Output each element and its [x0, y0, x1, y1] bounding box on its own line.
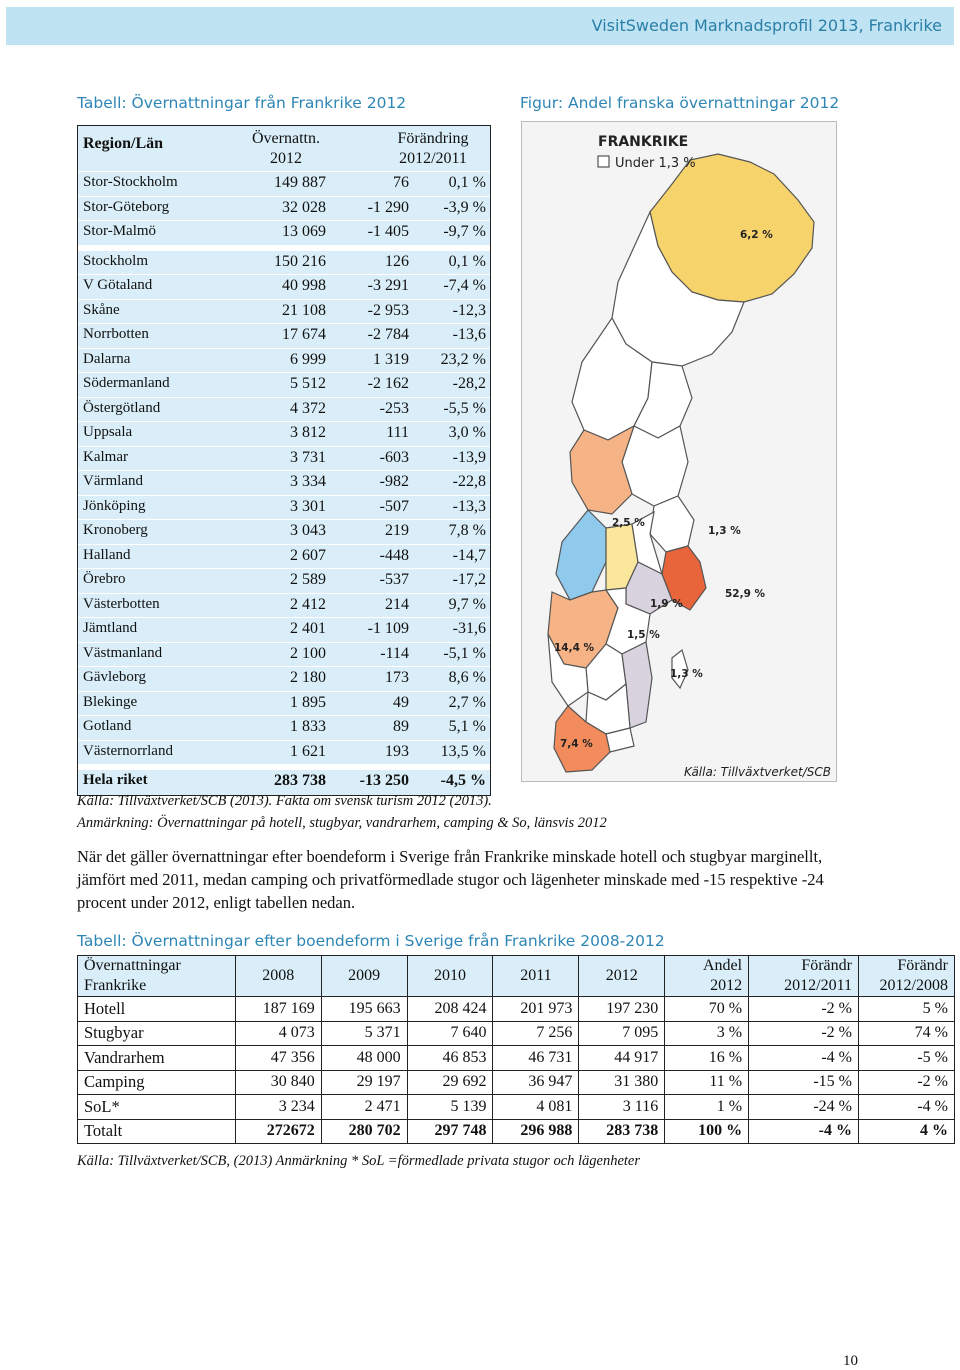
col-2012-header: 2012 [579, 956, 665, 997]
cell-v2011: 296 988 [493, 1119, 579, 1144]
change-percent: 0,1 % [448, 252, 486, 270]
cell-v2011: 7 256 [493, 1021, 579, 1046]
region-name: Dalarna [83, 350, 131, 367]
table-row [78, 349, 490, 374]
region-name: Gotland [83, 718, 132, 734]
region-name: Blekinge [83, 693, 138, 710]
region-name: Södermanland [83, 375, 170, 391]
overnights-value: 3 301 [290, 497, 326, 515]
value-sodermanland: 1,5 % [627, 629, 660, 641]
change-percent: -17,2 [452, 571, 486, 588]
table-row [78, 471, 490, 496]
table-row [78, 594, 490, 619]
change-value: 219 [385, 522, 409, 539]
overnights-value: 5 512 [290, 375, 326, 392]
table-row [78, 172, 490, 197]
body-paragraph: När det gäller övernattningar efter boendeform i Sverige från Frankrike minskade hotell och stugbyar marginellt, jämfört med 2011, medan camping och privatförmedlade stugor och lägenheter minskade med -15 respektive -24 procent under 2012, enligt tabellen nedan. [77, 847, 824, 912]
change-value: 49 [393, 693, 409, 711]
overnights-value: 1 895 [290, 693, 326, 711]
region-name: Stor-Malmö [83, 223, 157, 239]
cell-v2011: 4 081 [493, 1095, 579, 1120]
accommodation-type: Totalt [78, 1119, 236, 1144]
region-name: Skåne [83, 301, 120, 318]
region-name: Norrbotten [83, 326, 149, 342]
overnights-value: 2 412 [290, 595, 326, 613]
change-percent: 5,1 % [448, 718, 486, 735]
cell-ch2: -4 % [858, 1095, 954, 1120]
change-percent: -13,3 [452, 497, 486, 515]
overnights-value: 2 607 [290, 546, 326, 564]
cell-andel: 11 % [665, 1070, 749, 1095]
change-value: -114 [380, 644, 409, 662]
overnights-value: 6 999 [290, 350, 326, 368]
table-row [78, 569, 490, 594]
change-value: -1 405 [367, 223, 409, 240]
value-stockholm: 52,9 % [725, 588, 766, 600]
change-percent: -5,1 % [443, 644, 486, 662]
region-table-title: Tabell: Övernattningar från Frankrike 2012 [77, 94, 407, 112]
table-row [78, 520, 490, 545]
overnights-value: 13 069 [282, 223, 326, 240]
overnights-value: 3 334 [290, 473, 326, 490]
cell-v2009: 280 702 [321, 1119, 407, 1144]
change-value: 76 [393, 174, 409, 191]
change-percent: 23,2 % [440, 350, 486, 368]
value-dalarna: 2,5 % [612, 517, 645, 529]
overnights-value: 21 108 [282, 301, 326, 319]
cell-v2010: 297 748 [407, 1119, 493, 1144]
table-row [78, 997, 955, 1022]
table-row [78, 373, 490, 398]
overnights-value: 2 589 [290, 571, 326, 588]
cell-andel: 16 % [665, 1046, 749, 1071]
region-name: Stockholm [83, 252, 149, 269]
region-name: V Götaland [83, 277, 153, 293]
map-region-uppsala [650, 496, 694, 552]
change-value: -603 [379, 448, 409, 466]
table-row [78, 545, 490, 570]
accommodation-table-source: Källa: Tillväxtverket/SCB, (2013) Anmärkning * SoL =förmedlade privata stugor och lägenheter [77, 1153, 641, 1169]
change-value: 173 [385, 669, 409, 686]
figure-title: Figur: Andel franska övernattningar 2012 [520, 94, 840, 112]
table-row [78, 741, 490, 766]
col-2011-header: 2011 [493, 956, 579, 997]
map-source: Källa: Tillväxtverket/SCB [684, 765, 831, 779]
region-name: Hela riket [83, 772, 148, 788]
overnights-value: 283 738 [274, 772, 326, 789]
cell-v2012: 44 917 [579, 1046, 665, 1071]
accommodation-type: Stugbyar [78, 1021, 236, 1046]
region-table-body [78, 172, 490, 795]
region-name: Gävleborg [83, 669, 147, 685]
region-name: Kronoberg [83, 522, 148, 538]
value-kalmar: 1,3 % [670, 668, 703, 680]
value-varmland: 14,4 % [554, 642, 595, 654]
change-percent: -9,7 % [443, 223, 486, 240]
accommodation-type: Hotell [78, 997, 236, 1022]
cell-andel: 3 % [665, 1021, 749, 1046]
cell-v2008: 272672 [235, 1119, 321, 1144]
table-row [78, 1021, 955, 1046]
total-row [78, 770, 490, 795]
change-percent: -28,2 [452, 375, 486, 392]
change-value: -2 953 [367, 301, 409, 319]
cell-v2010: 5 139 [407, 1095, 493, 1120]
col-change-1211-header: Förändr 2012/2011 [749, 956, 859, 997]
cell-v2012: 197 230 [579, 997, 665, 1022]
accommodation-table [77, 955, 955, 1144]
change-percent: 2,7 % [448, 693, 486, 711]
overnights-value: 32 028 [282, 198, 326, 216]
legend-label: Under 1,3 % [615, 156, 696, 171]
cell-ch2: 4 % [858, 1119, 954, 1144]
change-percent: -13,6 [452, 326, 486, 343]
page-number: 10 [843, 1353, 858, 1369]
change-value: 214 [385, 595, 409, 613]
table-row [78, 275, 490, 300]
cell-v2009: 29 197 [321, 1070, 407, 1095]
change-percent: 7,8 % [448, 522, 486, 539]
cell-v2011: 201 973 [493, 997, 579, 1022]
region-name: Uppsala [83, 424, 133, 440]
change-percent: 3,0 % [448, 424, 486, 441]
change-percent: 13,5 % [440, 742, 486, 760]
cell-ch2: 74 % [858, 1021, 954, 1046]
cell-andel: 1 % [665, 1095, 749, 1120]
table-row [78, 398, 490, 423]
value-orebro: 1,9 % [650, 598, 683, 610]
cell-ch2: 5 % [858, 997, 954, 1022]
cell-v2009: 5 371 [321, 1021, 407, 1046]
region-name: Västernorrland [83, 742, 173, 759]
col-overnights-header: Övernattn. 2012 [252, 130, 320, 167]
region-name: Jämtland [83, 620, 138, 636]
table-row [78, 251, 490, 276]
region-name: Stor-Stockholm [83, 174, 178, 190]
change-value: -507 [379, 497, 409, 515]
cell-ch1: -24 % [749, 1095, 859, 1120]
change-percent: 9,7 % [448, 595, 486, 613]
change-value: -982 [379, 473, 409, 490]
change-percent: -31,6 [452, 620, 486, 637]
change-percent: -13,9 [452, 448, 486, 466]
overnights-value: 4 372 [290, 399, 326, 417]
region-name: Örebro [83, 571, 126, 587]
change-value: 193 [385, 742, 409, 760]
value-skane: 7,4 % [560, 738, 593, 750]
change-value: 111 [386, 424, 409, 441]
overnights-value: 3 731 [290, 448, 326, 466]
change-value: -3 291 [367, 277, 409, 294]
table-row [78, 643, 490, 668]
table-row [78, 221, 490, 246]
change-percent: -4,5 % [440, 772, 486, 789]
cell-ch1: -4 % [749, 1046, 859, 1071]
total-row [78, 1119, 955, 1144]
change-percent: -7,4 % [443, 277, 486, 294]
cell-v2012: 3 116 [579, 1095, 665, 1120]
change-value: -13 250 [359, 772, 409, 789]
table-row [78, 1046, 955, 1071]
change-value: -2 784 [367, 326, 409, 343]
change-value: -537 [379, 571, 409, 588]
cell-andel: 70 % [665, 997, 749, 1022]
change-percent: -3,9 % [443, 198, 486, 216]
region-name: Stor-Göteborg [83, 198, 170, 215]
change-value: -448 [379, 546, 409, 564]
col-change-header: Förändring 2012/2011 [397, 130, 469, 167]
col-2009-header: 2009 [321, 956, 407, 997]
overnights-value: 3 043 [290, 522, 326, 539]
cell-v2010: 29 692 [407, 1070, 493, 1095]
table-row [78, 197, 490, 222]
col-2010-header: 2010 [407, 956, 493, 997]
overnights-value: 149 887 [274, 174, 326, 191]
col-2008-header: 2008 [235, 956, 321, 997]
cell-v2008: 187 169 [235, 997, 321, 1022]
change-value: 126 [385, 252, 409, 270]
cell-v2009: 195 663 [321, 997, 407, 1022]
cell-ch1: -2 % [749, 997, 859, 1022]
region-name: Halland [83, 546, 131, 563]
region-name: Värmland [83, 473, 143, 489]
region-table-note: Anmärkning: Övernattningar på hotell, stugbyar, vandrarhem, camping & So, länsvis 2012 [77, 815, 607, 831]
value-uppsala: 1,3 % [708, 525, 741, 537]
cell-ch2: -2 % [858, 1070, 954, 1095]
accommodation-type: Vandrarhem [78, 1046, 236, 1071]
table-row [78, 667, 490, 692]
map-label: FRANKRIKE [598, 134, 689, 150]
overnights-value: 2 180 [290, 669, 326, 686]
cell-v2012: 31 380 [579, 1070, 665, 1095]
sweden-map-figure [521, 121, 837, 782]
table-row [78, 1095, 955, 1120]
accommodation-table-body [78, 997, 955, 1144]
overnights-value: 2 100 [290, 644, 326, 662]
region-table-source: Källa: Tillväxtverket/SCB (2013). Fakta om svensk turism 2012 (2013). [77, 793, 492, 809]
overnights-value: 150 216 [274, 252, 326, 270]
cell-v2012: 7 095 [579, 1021, 665, 1046]
cell-v2011: 46 731 [493, 1046, 579, 1071]
cell-ch1: -2 % [749, 1021, 859, 1046]
change-value: -253 [379, 399, 409, 417]
change-percent: -12,3 [452, 301, 486, 319]
change-value: -1 290 [367, 198, 409, 216]
cell-v2008: 4 073 [235, 1021, 321, 1046]
table-row [78, 324, 490, 349]
col-accommodation-header: Övernattningar Frankrike [78, 956, 236, 997]
table-row [78, 447, 490, 472]
region-name: Kalmar [83, 448, 128, 465]
cell-v2009: 48 000 [321, 1046, 407, 1071]
table-row [78, 618, 490, 643]
cell-ch2: -5 % [858, 1046, 954, 1071]
cell-v2008: 30 840 [235, 1070, 321, 1095]
table-row [78, 692, 490, 717]
cell-v2009: 2 471 [321, 1095, 407, 1120]
header-bar [6, 7, 954, 45]
overnights-value: 1 833 [290, 718, 326, 735]
table-row [78, 300, 490, 325]
document-title: VisitSweden Marknadsprofil 2013, Frankrike [591, 16, 942, 35]
table-row [78, 1070, 955, 1095]
region-name: Östergötland [83, 399, 161, 416]
region-table [77, 125, 491, 796]
change-value: 1 319 [373, 350, 409, 368]
value-norrbotten: 6,2 % [740, 229, 773, 241]
change-percent: -14,7 [452, 546, 486, 564]
cell-v2010: 208 424 [407, 997, 493, 1022]
overnights-value: 17 674 [282, 326, 326, 343]
region-name: Jönköping [83, 497, 146, 514]
change-value: 89 [393, 718, 409, 735]
accommodation-type: SoL* [78, 1095, 236, 1120]
cell-v2012: 283 738 [579, 1119, 665, 1144]
accommodation-table-header [78, 956, 955, 997]
overnights-value: 2 401 [290, 620, 326, 637]
map-region-dalarna [570, 426, 634, 514]
cell-andel: 100 % [665, 1119, 749, 1144]
col-region-header: Region/Län [83, 135, 164, 152]
change-percent: -22,8 [452, 473, 486, 490]
cell-v2010: 46 853 [407, 1046, 493, 1071]
region-name: Västmanland [83, 644, 163, 661]
table-row [78, 496, 490, 521]
cell-ch1: -15 % [749, 1070, 859, 1095]
region-name: Västerbotten [83, 595, 160, 612]
accommodation-table-title: Tabell: Övernattningar efter boendeform i Sverige från Frankrike 2008-2012 [77, 932, 665, 950]
accommodation-type: Camping [78, 1070, 236, 1095]
cell-v2010: 7 640 [407, 1021, 493, 1046]
col-change-1208-header: Förändr 2012/2008 [858, 956, 954, 997]
legend-swatch [598, 156, 609, 167]
cell-v2011: 36 947 [493, 1070, 579, 1095]
change-percent: -5,5 % [443, 399, 486, 417]
overnights-value: 40 998 [282, 277, 326, 294]
region-table-header [78, 126, 490, 172]
change-percent: 8,6 % [448, 669, 486, 686]
cell-v2008: 47 356 [235, 1046, 321, 1071]
cell-v2008: 3 234 [235, 1095, 321, 1120]
change-percent: 0,1 % [448, 174, 486, 191]
cell-ch1: -4 % [749, 1119, 859, 1144]
map-region-varmland [556, 510, 606, 600]
col-share-header: Andel 2012 [665, 956, 749, 997]
overnights-value: 1 621 [290, 742, 326, 760]
overnights-value: 3 812 [290, 424, 326, 441]
table-row [78, 422, 490, 447]
change-value: -1 109 [367, 620, 409, 637]
change-value: -2 162 [367, 375, 409, 392]
sweden-map [522, 122, 838, 783]
table-row [78, 716, 490, 741]
